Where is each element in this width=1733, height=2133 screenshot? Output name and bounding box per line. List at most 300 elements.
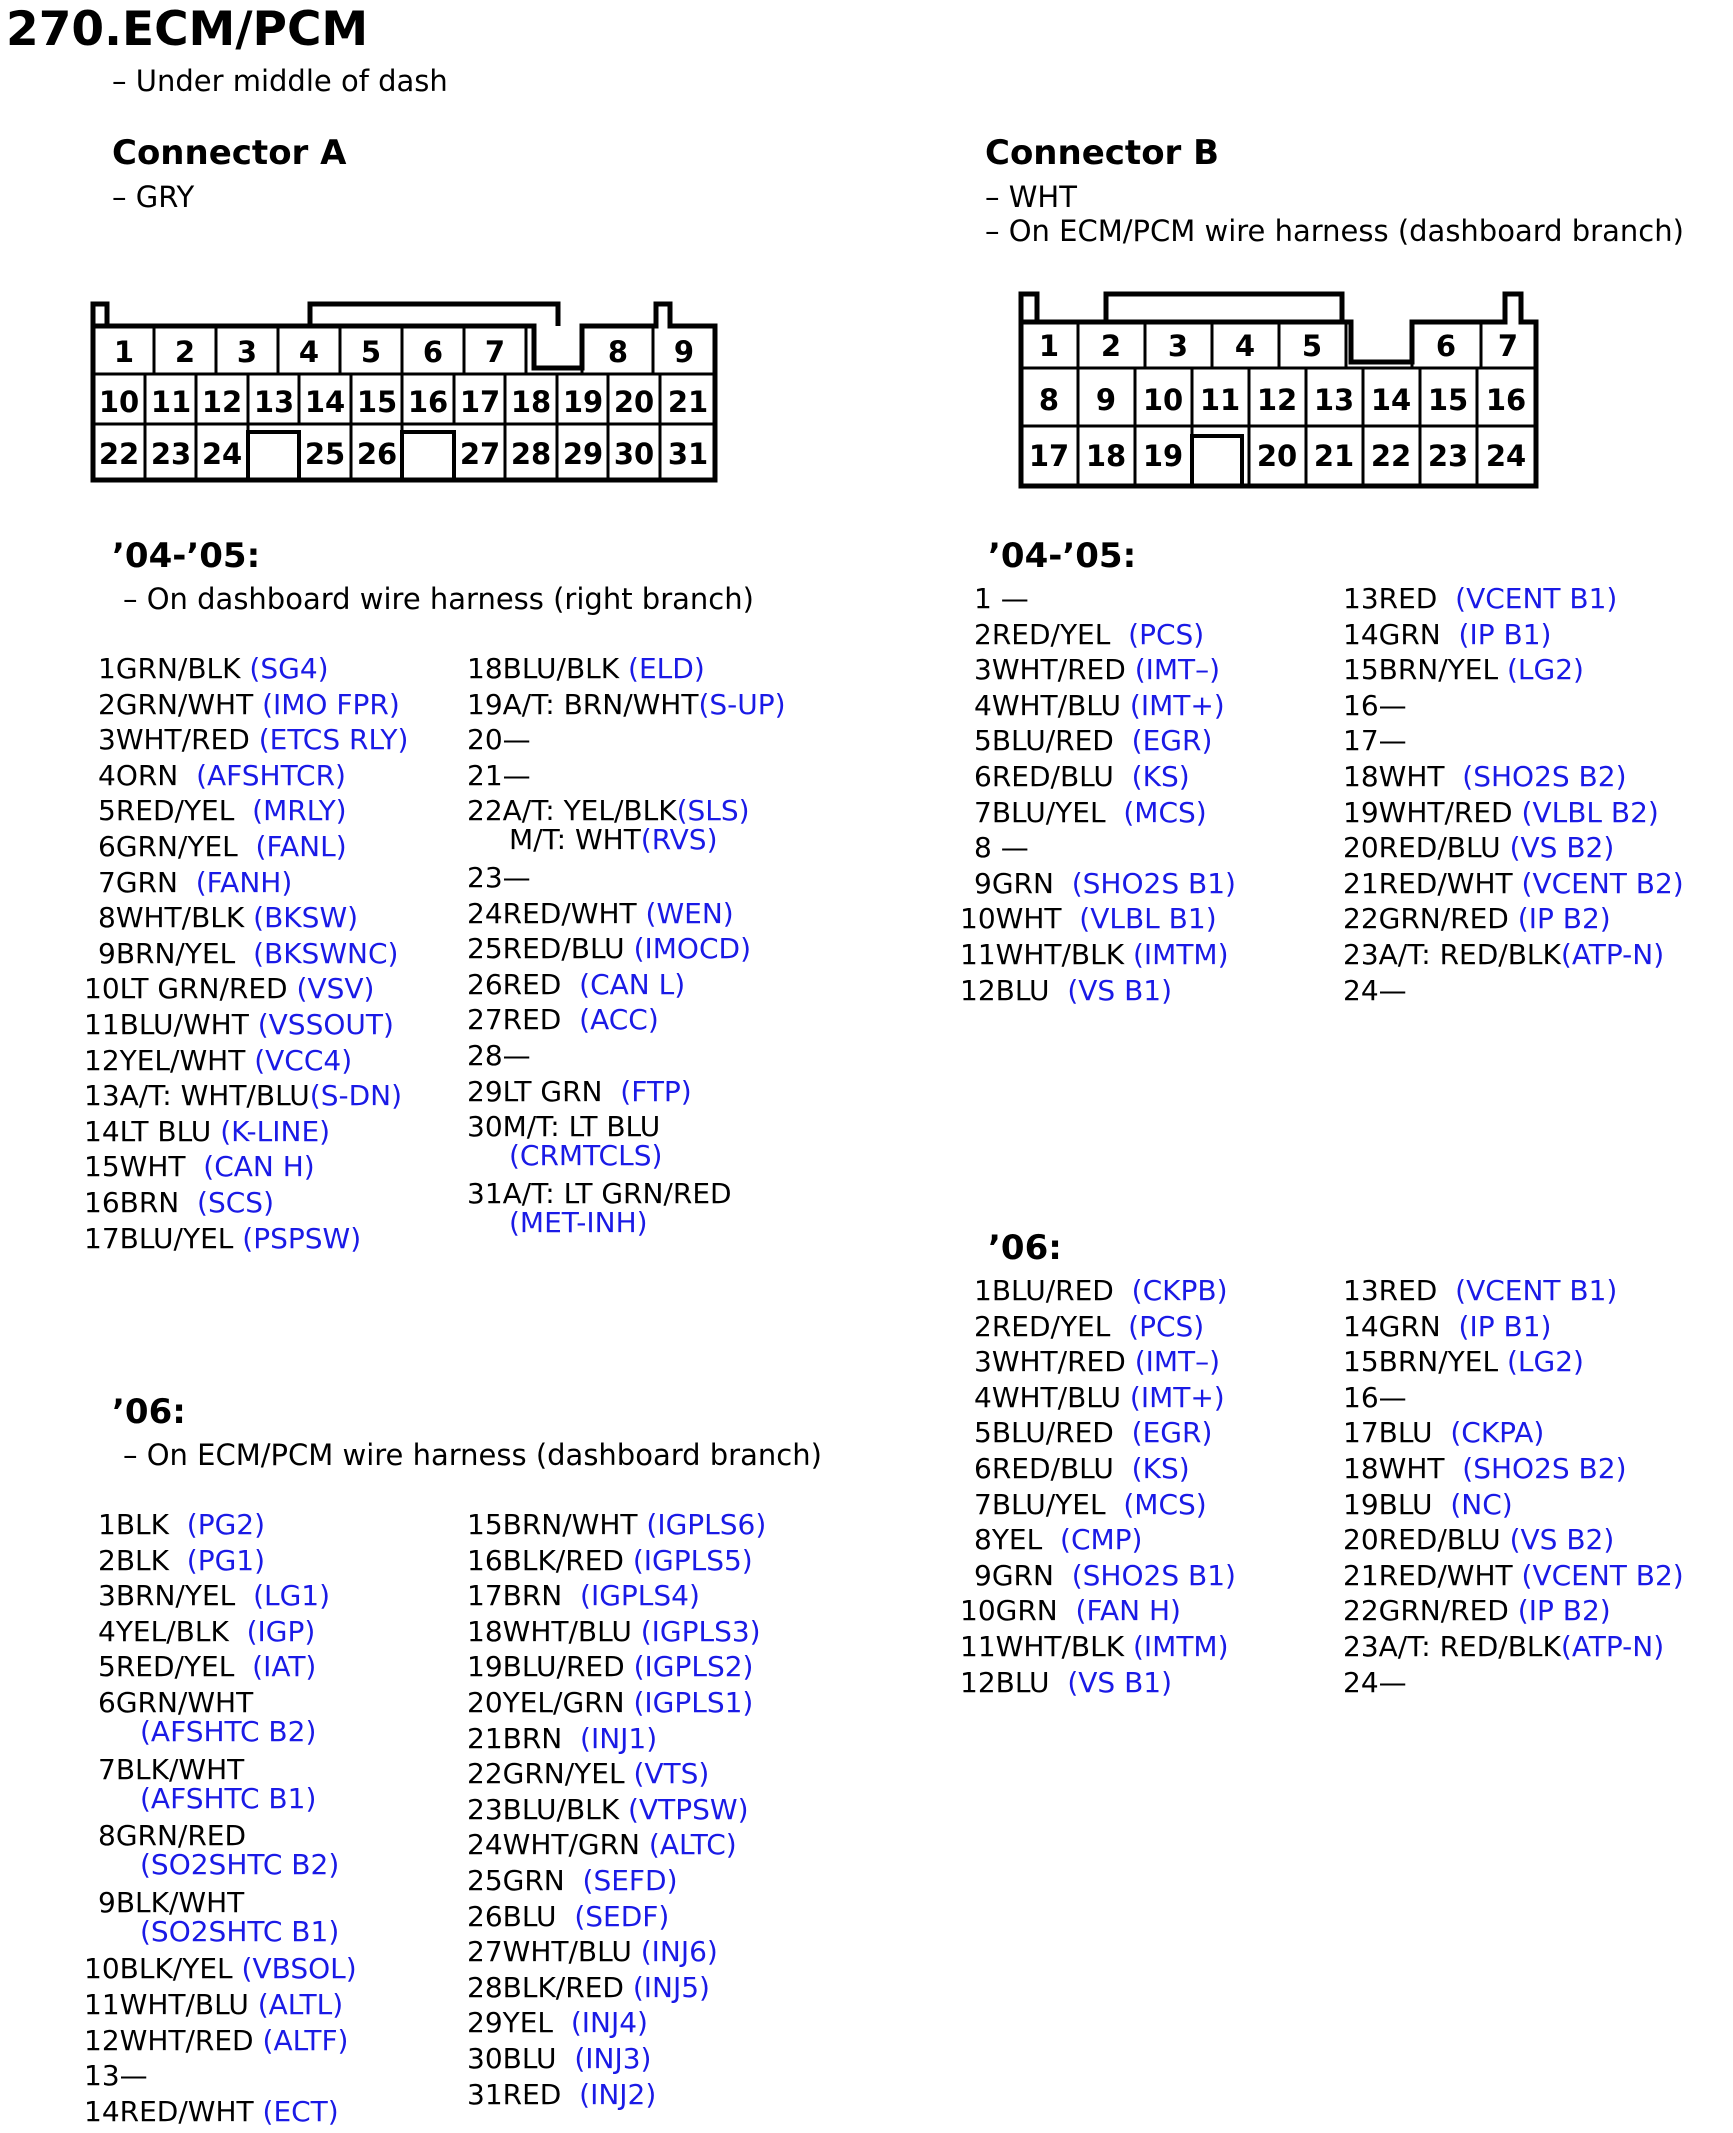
pin-a-31: 31 xyxy=(667,437,709,471)
pin-b-3: 3 xyxy=(1167,329,1189,363)
pin-wire: 7BLK/WHT xyxy=(98,1752,245,1786)
pin-b-5: 5 xyxy=(1301,329,1323,363)
pin-signal: (INJ6) xyxy=(640,1935,718,1969)
pin-signal: (VS B1) xyxy=(1067,1665,1173,1699)
pin-wire: 7BLU/YEL xyxy=(974,795,1124,829)
pin-b-1: 1 xyxy=(1038,329,1060,363)
pin-signal: (VCENT B2) xyxy=(1521,1558,1684,1592)
pin-entry xyxy=(84,1579,330,1612)
pin-entry xyxy=(84,1988,343,2021)
pin-entry xyxy=(84,1886,339,1948)
pin-entry xyxy=(467,968,685,1001)
pin-b-2: 2 xyxy=(1100,329,1122,363)
pin-wire: 16BRN xyxy=(84,1186,198,1219)
pin-signal: (LG2) xyxy=(1506,1345,1584,1379)
pin-signal: (INJ3) xyxy=(574,2042,652,2075)
pin-entry xyxy=(960,867,1236,900)
pin-entry xyxy=(467,1110,662,1172)
pin-a-20: 20 xyxy=(613,385,655,419)
pin-signal: (ATP-N) xyxy=(1560,1630,1665,1663)
pin-wire: 2RED/YEL xyxy=(974,617,1129,651)
pin-wire: 19BLU/RED xyxy=(467,1650,634,1684)
pin-entry xyxy=(1343,1345,1584,1378)
pin-wire: 12BLU xyxy=(960,1665,1068,1699)
pin-wire: 5BLU/RED xyxy=(974,724,1132,758)
pin-signal: (ALTL) xyxy=(257,1988,344,2021)
pin-signal: (IMTM) xyxy=(1132,1630,1229,1663)
pin-wire: 21RED/WHT xyxy=(1343,1558,1522,1592)
pin-wire: 4WHT/BLU xyxy=(974,688,1130,722)
pin-wire: 23— xyxy=(467,861,531,894)
pin-signal: (SG4) xyxy=(249,652,329,685)
pin-signal: (ELD) xyxy=(628,652,705,685)
pin-signal: (MRLY) xyxy=(252,794,347,828)
pin-wire: 14LT BLU xyxy=(84,1114,221,1148)
pin-b-20: 20 xyxy=(1256,439,1298,473)
pin-signal: (PCS) xyxy=(1128,1309,1205,1343)
pin-wire: 3WHT/RED xyxy=(974,653,1135,687)
pin-entry xyxy=(84,1186,274,1219)
pin-signal: (VCENT B1) xyxy=(1455,1274,1618,1307)
pin-b-12: 12 xyxy=(1256,383,1298,417)
pin-entry xyxy=(467,1544,753,1577)
pin-entry xyxy=(1343,618,1551,651)
pin-a-28: 28 xyxy=(510,437,552,471)
pin-wire: 17— xyxy=(1343,724,1407,758)
pin-entry xyxy=(84,866,292,899)
pin-wire: 3BRN/YEL xyxy=(98,1579,254,1613)
pin-signal-alt: (RVS) xyxy=(640,823,718,857)
pin-signal: (SHO2S B1) xyxy=(1071,1558,1236,1592)
pin-signal: (VBSOL) xyxy=(241,1952,357,1986)
pin-entry xyxy=(467,1650,753,1683)
pin-signal: (LG1) xyxy=(253,1579,331,1613)
pin-signal: (SO2SHTC B1) xyxy=(140,1914,340,1948)
pin-signal: (CKPA) xyxy=(1450,1416,1545,1450)
pin-entry xyxy=(960,1630,1229,1663)
pin-signal: (IGP) xyxy=(246,1614,316,1648)
pin-a-30: 30 xyxy=(613,437,655,471)
pin-signal: (IGPLS4) xyxy=(580,1579,700,1613)
pin-signal: (SHO2S B1) xyxy=(1071,866,1236,900)
pin-wire: 15BRN/WHT xyxy=(467,1508,647,1541)
pin-entry xyxy=(467,1615,761,1648)
pin-wire: 20— xyxy=(467,723,531,757)
pin-a-1: 1 xyxy=(113,335,135,369)
pin-a-5: 5 xyxy=(360,335,382,369)
pin-wire: 1 — xyxy=(974,582,1029,615)
pin-a-17: 17 xyxy=(459,385,501,419)
pin-signal: (IP B2) xyxy=(1517,1594,1611,1628)
pin-wire: 2RED/YEL xyxy=(974,1309,1129,1343)
pin-entry xyxy=(467,1579,700,1612)
pin-entry xyxy=(84,937,398,970)
pin-signal: (S-UP) xyxy=(698,687,786,721)
pin-signal: (K-LINE) xyxy=(220,1114,331,1148)
pin-entry xyxy=(1343,1381,1407,1414)
pin-wire: 18WHT xyxy=(1343,1452,1463,1485)
pin-signal: (SO2SHTC B2) xyxy=(140,1848,340,1882)
pin-signal: (IAT) xyxy=(252,1650,317,1684)
pin-entry xyxy=(467,1864,678,1897)
pin-wire: 9BRN/YEL xyxy=(98,936,254,970)
pin-entry xyxy=(1343,1452,1627,1485)
pin-a-7: 7 xyxy=(484,335,506,369)
pin-wire: 8GRN/RED xyxy=(98,1819,247,1853)
pin-wire: 28BLK/RED xyxy=(467,1970,633,2004)
pin-wire: 20YEL/GRN xyxy=(467,1686,634,1719)
pin-a-24: 24 xyxy=(201,437,243,471)
pin-signal: (MCS) xyxy=(1123,1487,1207,1521)
pin-a-2: 2 xyxy=(174,335,196,369)
pin-wire: 20RED/BLU xyxy=(1343,1523,1510,1557)
pin-signal: (INJ1) xyxy=(580,1721,658,1755)
pin-b-17: 17 xyxy=(1028,439,1070,473)
pin-wire: 7BLU/YEL xyxy=(974,1487,1124,1521)
pin-entry xyxy=(1343,653,1584,686)
pin-b-15: 15 xyxy=(1427,383,1469,417)
pin-entry xyxy=(1343,760,1627,793)
pin-b-18: 18 xyxy=(1085,439,1127,473)
pin-wire: 16— xyxy=(1343,1380,1407,1414)
page-title: 270.ECM/PCM xyxy=(6,2,369,57)
pin-signal: (NC) xyxy=(1450,1487,1513,1521)
pin-entry xyxy=(960,1452,1190,1485)
section-a-0405-note: – On dashboard wire harness (right branch) xyxy=(123,582,754,616)
pin-wire: 8 — xyxy=(974,831,1029,865)
pin-entry xyxy=(467,759,531,792)
pin-entry xyxy=(467,1971,710,2004)
pin-a-3: 3 xyxy=(236,335,258,369)
pin-signal: (INJ5) xyxy=(632,1970,710,2004)
pin-a-14: 14 xyxy=(304,385,346,419)
pin-entry xyxy=(960,582,1029,615)
pin-entry xyxy=(84,1150,315,1183)
pin-wire: 30BLU xyxy=(467,2042,575,2075)
pin-signal: (LG2) xyxy=(1506,653,1584,687)
pin-signal: (ECT) xyxy=(262,2094,339,2128)
pin-wire: 4YEL/BLK xyxy=(98,1614,247,1648)
pin-entry xyxy=(960,938,1229,971)
pin-entry xyxy=(467,1508,766,1541)
pin-wire: 20RED/BLU xyxy=(1343,831,1510,865)
pin-wire: 8WHT/BLK xyxy=(98,901,254,935)
pin-signal: (INJ4) xyxy=(570,2006,648,2040)
pin-entry xyxy=(960,689,1225,722)
pin-wire: 11WHT/BLU xyxy=(84,1988,258,2021)
pin-entry xyxy=(467,1935,718,1968)
pin-entry xyxy=(467,1793,749,1826)
pin-signal: (AFSHTCR) xyxy=(196,758,346,792)
pin-a-23: 23 xyxy=(150,437,192,471)
pin-entry xyxy=(467,1075,692,1108)
pin-entry xyxy=(1343,1630,1664,1663)
pin-entry xyxy=(84,1008,394,1041)
pin-wire: 23A/T: RED/BLK xyxy=(1343,938,1561,971)
pin-entry xyxy=(960,1666,1172,1699)
pin-signal: (INJ2) xyxy=(579,2077,657,2111)
pin-entry xyxy=(960,1310,1204,1343)
pin-signal: (IGPLS6) xyxy=(646,1508,767,1541)
pin-wire: 11BLU/WHT xyxy=(84,1008,258,1041)
pin-signal: (PCS) xyxy=(1128,617,1205,651)
pin-a-22: 22 xyxy=(98,437,140,471)
pin-entry xyxy=(960,831,1029,864)
pin-wire: 12WHT/RED xyxy=(84,2023,263,2057)
pin-b-10: 10 xyxy=(1142,383,1184,417)
pin-entry xyxy=(84,1044,352,1077)
pin-entry xyxy=(84,652,329,685)
pin-entry xyxy=(960,796,1207,829)
pin-entry xyxy=(960,618,1204,651)
pin-wire: 27WHT/BLU xyxy=(467,1935,641,1969)
pin-wire: 10LT GRN/RED xyxy=(84,972,297,1006)
pin-entry xyxy=(960,1488,1207,1521)
pin-a-16: 16 xyxy=(407,385,449,419)
pin-wire: 2GRN/WHT xyxy=(98,687,263,721)
pin-entry xyxy=(467,1757,709,1790)
pin-entry xyxy=(84,972,374,1005)
location-note: – Under middle of dash xyxy=(112,64,448,98)
pin-signal: (MCS) xyxy=(1123,795,1207,829)
pin-b-22: 22 xyxy=(1370,439,1412,473)
pin-entry xyxy=(467,723,531,756)
pin-wire: 22GRN/RED xyxy=(1343,1594,1518,1628)
pin-signal: (FAN H) xyxy=(1075,1594,1181,1628)
pin-entry xyxy=(84,794,347,827)
pin-signal: (SHO2S B2) xyxy=(1462,1452,1627,1485)
pin-entry xyxy=(467,794,750,856)
pin-signal: (IMTM) xyxy=(1132,938,1229,971)
pin-entry xyxy=(467,932,751,965)
pin-signal: (IGPLS2) xyxy=(633,1650,754,1684)
pin-signal: (IGPLS1) xyxy=(633,1686,754,1719)
pin-entry xyxy=(960,1381,1225,1414)
pin-signal: (IP B2) xyxy=(1517,902,1611,936)
pin-entry xyxy=(960,1594,1181,1627)
pin-signal: (AFSHTC B2) xyxy=(140,1715,317,1748)
pin-entry xyxy=(467,688,786,721)
pin-wire: 13— xyxy=(84,2059,148,2093)
pin-signal: (EGR) xyxy=(1131,724,1213,758)
pin-entry xyxy=(467,2042,651,2075)
pin-wire: 19BLU xyxy=(1343,1487,1451,1521)
pin-signal: (ALTC) xyxy=(648,1828,737,1862)
pin-wire: 19WHT/RED xyxy=(1343,795,1522,829)
connector-b-color: – WHT xyxy=(985,180,1077,214)
pin-signal: (CKPB) xyxy=(1131,1274,1228,1307)
pin-a-11: 11 xyxy=(150,385,192,419)
pin-a-29: 29 xyxy=(562,437,604,471)
pin-entry xyxy=(1343,689,1407,722)
pin-wire: 14GRN xyxy=(1343,617,1459,651)
pin-a-10: 10 xyxy=(98,385,140,419)
pin-wire: 23BLU/BLK xyxy=(467,1792,629,1826)
pin-wire: 27RED xyxy=(467,1003,580,1037)
section-b-0405-heading: ’04-’05: xyxy=(988,536,1137,576)
pin-a-27: 27 xyxy=(459,437,501,471)
pin-signal: (ATP-N) xyxy=(1560,938,1665,971)
pin-entry xyxy=(467,1828,737,1861)
pin-wire: 18WHT xyxy=(1343,760,1463,793)
pin-entry xyxy=(84,688,400,721)
pin-signal: (IP B1) xyxy=(1458,1309,1552,1343)
pin-entry xyxy=(84,1079,402,1112)
pin-wire: 17BRN xyxy=(467,1579,581,1613)
pin-signal: (SHO2S B2) xyxy=(1462,760,1627,793)
pin-wire: 6GRN/WHT xyxy=(98,1686,254,1719)
pin-signal: (CAN H) xyxy=(203,1150,315,1184)
pin-signal: (KS) xyxy=(1131,1452,1190,1485)
pin-wire: 28— xyxy=(467,1039,531,1072)
pin-signal: (VS B2) xyxy=(1509,831,1615,865)
pin-entry xyxy=(960,1559,1236,1592)
pin-entry xyxy=(467,2078,656,2111)
pin-signal: (IMT–) xyxy=(1134,1345,1221,1379)
pin-b-19: 19 xyxy=(1142,439,1184,473)
pin-wire: 12BLU xyxy=(960,973,1068,1007)
pin-entry xyxy=(84,723,408,756)
section-a-06-heading: ’06: xyxy=(112,1392,186,1432)
pin-entry xyxy=(1343,1523,1614,1556)
pin-signal: (FANL) xyxy=(255,830,347,863)
pin-a-12: 12 xyxy=(201,385,243,419)
pin-signal: (IGPLS3) xyxy=(640,1614,761,1648)
pin-signal: (IP B1) xyxy=(1458,617,1552,651)
pin-wire: 16— xyxy=(1343,688,1407,722)
pin-a-4: 4 xyxy=(298,335,320,369)
pin-entry xyxy=(467,861,531,894)
pin-signal: (VLBL B2) xyxy=(1521,795,1659,829)
pin-signal: (CRMTCLS) xyxy=(509,1139,663,1173)
pin-entry xyxy=(1343,1310,1551,1343)
pin-entry xyxy=(1343,1274,1617,1307)
pin-entry xyxy=(467,2006,648,2039)
pin-wire: 24— xyxy=(1343,1665,1407,1699)
pin-signal: (ACC) xyxy=(579,1003,659,1037)
pin-signal: (VTS) xyxy=(633,1757,710,1791)
pin-entry xyxy=(1343,1559,1684,1592)
pin-signal: (CMP) xyxy=(1060,1523,1143,1557)
pin-wire: 9GRN xyxy=(974,866,1072,900)
pin-wire: 3WHT/RED xyxy=(974,1345,1135,1379)
pin-a-15: 15 xyxy=(356,385,398,419)
pin-wire: 17BLU/YEL xyxy=(84,1221,243,1255)
pin-entry xyxy=(1343,1416,1544,1449)
pin-b-11: 11 xyxy=(1199,383,1241,417)
pin-entry xyxy=(467,1003,659,1036)
connector-a-color: – GRY xyxy=(112,180,195,214)
pin-b-23: 23 xyxy=(1427,439,1469,473)
pin-wire: 18BLU/BLK xyxy=(467,652,629,685)
pin-signal: (VS B1) xyxy=(1067,973,1173,1007)
pin-entry xyxy=(1343,867,1684,900)
pin-wire: 2BLK xyxy=(98,1543,187,1577)
pin-b-8: 8 xyxy=(1038,383,1060,417)
pin-signal: (VSV) xyxy=(296,972,375,1006)
pin-entry xyxy=(84,1615,315,1648)
pin-signal: (IGPLS5) xyxy=(632,1543,753,1577)
pin-signal: (IMT+) xyxy=(1129,688,1225,722)
pin-entry xyxy=(960,1345,1220,1378)
pin-signal: (SEDF) xyxy=(574,1899,670,1933)
pin-wire: 24— xyxy=(1343,973,1407,1007)
pin-entry xyxy=(960,653,1220,686)
pin-wire: 26RED xyxy=(467,967,580,1001)
pin-signal: (CAN L) xyxy=(579,967,686,1001)
pin-wire: 25GRN xyxy=(467,1864,583,1897)
pin-entry xyxy=(84,1753,316,1815)
pin-a-6: 6 xyxy=(422,335,444,369)
pin-entry xyxy=(84,1115,330,1148)
pin-b-13: 13 xyxy=(1313,383,1355,417)
pin-signal: (VCENT B1) xyxy=(1455,582,1618,615)
pin-signal: (BKSW) xyxy=(253,901,359,935)
pin-signal: (PG1) xyxy=(186,1543,266,1577)
pin-entry xyxy=(84,759,346,792)
pin-a-13: 13 xyxy=(253,385,295,419)
pin-wire: 4ORN xyxy=(98,758,197,792)
pin-entry xyxy=(467,1686,753,1719)
pin-a-19: 19 xyxy=(562,385,604,419)
pin-wire: 11WHT/BLK xyxy=(960,938,1133,971)
pin-signal: (MET-INH) xyxy=(509,1205,648,1239)
pin-wire: 12YEL/WHT xyxy=(84,1043,255,1077)
pin-b-14: 14 xyxy=(1370,383,1412,417)
pin-signal: (ETCS RLY) xyxy=(258,723,409,757)
pin-entry xyxy=(1343,938,1664,971)
pin-wire: 22GRN/RED xyxy=(1343,902,1518,936)
pin-entry xyxy=(467,652,705,685)
pin-entry xyxy=(1343,974,1407,1007)
pin-signal: (FANH) xyxy=(195,865,293,899)
pin-signal: (IMT–) xyxy=(1134,653,1221,687)
pin-entry xyxy=(960,724,1212,757)
pin-wire: 29LT GRN xyxy=(467,1074,621,1108)
pin-signal: (IMOCD) xyxy=(633,932,751,966)
pin-b-4: 4 xyxy=(1234,329,1256,363)
pin-wire: 13RED xyxy=(1343,582,1456,615)
pin-entry xyxy=(1343,796,1659,829)
pin-signal: (SLS) xyxy=(676,794,750,828)
pin-entry xyxy=(84,901,358,934)
pin-entry xyxy=(467,1039,531,1072)
pin-a-26: 26 xyxy=(356,437,398,471)
pin-wire: 9GRN xyxy=(974,1558,1072,1592)
connector-b-location: – On ECM/PCM wire harness (dashboard branch) xyxy=(985,214,1684,248)
pin-wire: 21RED/WHT xyxy=(1343,866,1522,900)
pin-entry xyxy=(467,897,734,930)
pin-entry xyxy=(467,1900,669,1933)
pin-b-24: 24 xyxy=(1485,439,1527,473)
pin-entry xyxy=(1343,831,1614,864)
pin-entry xyxy=(84,2059,148,2092)
pin-wire: 23A/T: RED/BLK xyxy=(1343,1630,1561,1663)
pin-entry xyxy=(467,1177,732,1239)
pin-wire: 15WHT xyxy=(84,1150,204,1184)
pin-b-6: 6 xyxy=(1435,329,1457,363)
pin-wire: 25RED/BLU xyxy=(467,932,634,966)
pin-entry xyxy=(1343,1488,1513,1521)
pin-signal: (VTPSW) xyxy=(628,1792,749,1826)
pin-wire: 1GRN/BLK xyxy=(98,652,250,685)
pin-signal: (SCS) xyxy=(197,1186,274,1219)
pin-entry xyxy=(84,830,347,863)
pin-wire: 5BLU/RED xyxy=(974,1416,1132,1450)
pin-signal: (AFSHTC B1) xyxy=(140,1781,317,1815)
pin-wire: 5RED/YEL xyxy=(98,1650,253,1684)
pin-entry xyxy=(467,1722,657,1755)
